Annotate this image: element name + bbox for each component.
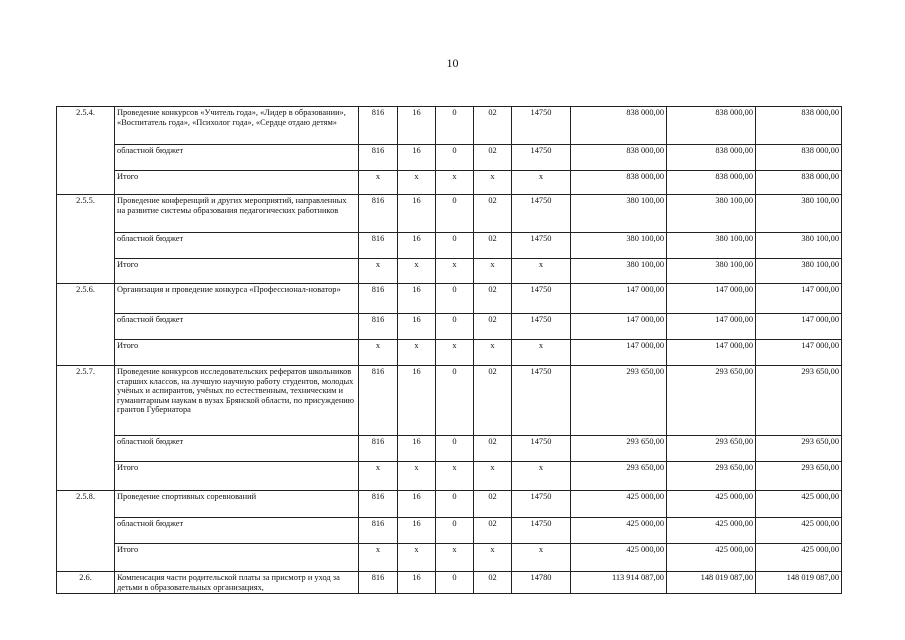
amount-cell: 148 019 087,00	[756, 572, 842, 594]
amount-cell: 380 100,00	[571, 195, 667, 233]
code-cell: 816	[359, 284, 398, 314]
code-cell: 816	[359, 366, 398, 436]
code-cell: 0	[436, 366, 474, 436]
code-cell: 0	[436, 233, 474, 259]
row-number: 2.5.8.	[57, 491, 115, 518]
total-label: Итого	[115, 171, 359, 195]
budget-table-body	[57, 107, 842, 594]
total-label: Итого	[115, 544, 359, 572]
code-cell: 816	[359, 518, 398, 544]
budget-source-label: областной бюджет	[115, 436, 359, 462]
code-cell: 16	[398, 518, 436, 544]
row-number	[57, 544, 115, 572]
code-cell: x	[512, 171, 571, 195]
code-cell: x	[512, 259, 571, 284]
code-cell: x	[398, 462, 436, 491]
row-number	[57, 340, 115, 366]
code-cell: 0	[436, 314, 474, 340]
amount-cell: 838 000,00	[667, 107, 756, 145]
code-cell: 14750	[512, 284, 571, 314]
code-cell: 816	[359, 491, 398, 518]
code-cell: x	[436, 544, 474, 572]
code-cell: x	[398, 544, 436, 572]
code-cell: x	[359, 544, 398, 572]
code-cell: 02	[474, 572, 512, 594]
code-cell: x	[512, 340, 571, 366]
code-cell: 14750	[512, 366, 571, 436]
code-cell: 02	[474, 366, 512, 436]
code-cell: 816	[359, 572, 398, 594]
code-cell: 02	[474, 107, 512, 145]
table-row	[57, 436, 842, 462]
row-number	[57, 436, 115, 462]
table-row	[57, 572, 842, 594]
code-cell: 14750	[512, 518, 571, 544]
code-cell: 16	[398, 436, 436, 462]
amount-cell: 380 100,00	[667, 195, 756, 233]
table-row	[57, 314, 842, 340]
code-cell: 02	[474, 491, 512, 518]
total-label: Итого	[115, 462, 359, 491]
table-row	[57, 259, 842, 284]
amount-cell: 838 000,00	[667, 171, 756, 195]
amount-cell: 838 000,00	[571, 145, 667, 171]
code-cell: 16	[398, 195, 436, 233]
code-cell: 16	[398, 366, 436, 436]
amount-cell: 425 000,00	[756, 544, 842, 572]
amount-cell: 380 100,00	[756, 233, 842, 259]
code-cell: 02	[474, 314, 512, 340]
amount-cell: 147 000,00	[571, 284, 667, 314]
amount-cell: 147 000,00	[667, 284, 756, 314]
code-cell: 816	[359, 436, 398, 462]
table-row	[57, 544, 842, 572]
code-cell: 14750	[512, 195, 571, 233]
code-cell: 0	[436, 195, 474, 233]
code-cell: 0	[436, 518, 474, 544]
code-cell: 0	[436, 107, 474, 145]
amount-cell: 293 650,00	[667, 436, 756, 462]
amount-cell: 293 650,00	[571, 366, 667, 436]
table-row	[57, 284, 842, 314]
amount-cell: 838 000,00	[756, 171, 842, 195]
code-cell: x	[512, 462, 571, 491]
code-cell: x	[474, 462, 512, 491]
amount-cell: 425 000,00	[756, 491, 842, 518]
total-label: Итого	[115, 259, 359, 284]
code-cell: x	[436, 259, 474, 284]
item-title: Проведение конкурсов «Учитель года», «Лидер в образовании», «Воспитатель года», «Психолог года», «Сердце отдаю детям»	[115, 107, 359, 145]
budget-source-label: областной бюджет	[115, 314, 359, 340]
code-cell: 14750	[512, 436, 571, 462]
row-number: 2.6.	[57, 572, 115, 594]
amount-cell: 838 000,00	[756, 107, 842, 145]
row-number	[57, 259, 115, 284]
table-row	[57, 145, 842, 171]
table-row	[57, 195, 842, 233]
code-cell: 02	[474, 195, 512, 233]
item-title: Проведение конкурсов исследовательских рефератов школьников старших классов, на лучшую научную работу студентов, молодых учёных и аспирантов, учёных по естественным, техническим и гуманитарным наукам в вузах Брянской области, по присуждению грантов Губернатора	[115, 366, 359, 436]
amount-cell: 293 650,00	[756, 366, 842, 436]
row-number	[57, 462, 115, 491]
code-cell: 16	[398, 314, 436, 340]
amount-cell: 380 100,00	[571, 259, 667, 284]
code-cell: x	[436, 340, 474, 366]
code-cell: 02	[474, 518, 512, 544]
row-number	[57, 145, 115, 171]
item-title: Проведение спортивных соревнований	[115, 491, 359, 518]
code-cell: 816	[359, 145, 398, 171]
row-number	[57, 233, 115, 259]
code-cell: x	[359, 259, 398, 284]
budget-source-label: областной бюджет	[115, 233, 359, 259]
code-cell: x	[474, 340, 512, 366]
table-row	[57, 233, 842, 259]
code-cell: 16	[398, 491, 436, 518]
table-row	[57, 518, 842, 544]
table-row	[57, 107, 842, 145]
code-cell: x	[512, 544, 571, 572]
row-number	[57, 314, 115, 340]
code-cell: 16	[398, 284, 436, 314]
amount-cell: 113 914 087,00	[571, 572, 667, 594]
code-cell: x	[398, 259, 436, 284]
page-number: 10	[446, 56, 459, 70]
amount-cell: 425 000,00	[667, 518, 756, 544]
code-cell: 02	[474, 284, 512, 314]
code-cell: x	[474, 171, 512, 195]
amount-cell: 380 100,00	[756, 195, 842, 233]
amount-cell: 293 650,00	[667, 462, 756, 491]
row-number: 2.5.6.	[57, 284, 115, 314]
code-cell: 816	[359, 195, 398, 233]
row-number: 2.5.5.	[57, 195, 115, 233]
code-cell: 14780	[512, 572, 571, 594]
row-number: 2.5.7.	[57, 366, 115, 436]
code-cell: 816	[359, 107, 398, 145]
amount-cell: 293 650,00	[667, 366, 756, 436]
item-title: Компенсация части родительской платы за присмотр и уход за детьми в образовательных организациях,	[115, 572, 359, 594]
amount-cell: 293 650,00	[756, 436, 842, 462]
amount-cell: 147 000,00	[571, 340, 667, 366]
amount-cell: 838 000,00	[667, 145, 756, 171]
budget-table	[56, 106, 842, 594]
code-cell: x	[474, 544, 512, 572]
code-cell: 14750	[512, 491, 571, 518]
code-cell: 14750	[512, 107, 571, 145]
code-cell: 16	[398, 145, 436, 171]
amount-cell: 380 100,00	[667, 259, 756, 284]
amount-cell: 425 000,00	[756, 518, 842, 544]
code-cell: x	[359, 171, 398, 195]
code-cell: x	[398, 171, 436, 195]
total-label: Итого	[115, 340, 359, 366]
code-cell: 02	[474, 145, 512, 171]
amount-cell: 148 019 087,00	[667, 572, 756, 594]
code-cell: 0	[436, 491, 474, 518]
amount-cell: 425 000,00	[667, 544, 756, 572]
code-cell: x	[436, 462, 474, 491]
amount-cell: 293 650,00	[571, 436, 667, 462]
table-row	[57, 171, 842, 195]
row-number	[57, 518, 115, 544]
amount-cell: 380 100,00	[756, 259, 842, 284]
amount-cell: 293 650,00	[756, 462, 842, 491]
amount-cell: 147 000,00	[571, 314, 667, 340]
code-cell: 16	[398, 107, 436, 145]
budget-source-label: областной бюджет	[115, 518, 359, 544]
amount-cell: 838 000,00	[756, 145, 842, 171]
table-row	[57, 340, 842, 366]
code-cell: 02	[474, 436, 512, 462]
code-cell: 14750	[512, 314, 571, 340]
code-cell: 16	[398, 572, 436, 594]
amount-cell: 147 000,00	[756, 314, 842, 340]
code-cell: 14750	[512, 233, 571, 259]
amount-cell: 293 650,00	[571, 462, 667, 491]
code-cell: x	[398, 340, 436, 366]
code-cell: x	[359, 462, 398, 491]
amount-cell: 425 000,00	[571, 518, 667, 544]
code-cell: x	[474, 259, 512, 284]
code-cell: 16	[398, 233, 436, 259]
amount-cell: 380 100,00	[667, 233, 756, 259]
table-row	[57, 366, 842, 436]
code-cell: x	[436, 171, 474, 195]
code-cell: 0	[436, 572, 474, 594]
amount-cell: 425 000,00	[571, 491, 667, 518]
item-title: Проведение конференций и других мероприятий, направленных на развитие системы образования педагогических работников	[115, 195, 359, 233]
amount-cell: 425 000,00	[667, 491, 756, 518]
code-cell: 816	[359, 233, 398, 259]
code-cell: 0	[436, 145, 474, 171]
code-cell: 02	[474, 233, 512, 259]
code-cell: x	[359, 340, 398, 366]
row-number	[57, 171, 115, 195]
table-row	[57, 491, 842, 518]
table-row	[57, 462, 842, 491]
code-cell: 0	[436, 436, 474, 462]
amount-cell: 147 000,00	[756, 284, 842, 314]
row-number: 2.5.4.	[57, 107, 115, 145]
code-cell: 14750	[512, 145, 571, 171]
amount-cell: 838 000,00	[571, 107, 667, 145]
amount-cell: 147 000,00	[667, 340, 756, 366]
amount-cell: 838 000,00	[571, 171, 667, 195]
amount-cell: 147 000,00	[667, 314, 756, 340]
amount-cell: 147 000,00	[756, 340, 842, 366]
budget-source-label: областной бюджет	[115, 145, 359, 171]
amount-cell: 380 100,00	[571, 233, 667, 259]
code-cell: 816	[359, 314, 398, 340]
item-title: Организация и проведение конкурса «Профессионал-новатор»	[115, 284, 359, 314]
amount-cell: 425 000,00	[571, 544, 667, 572]
code-cell: 0	[436, 284, 474, 314]
